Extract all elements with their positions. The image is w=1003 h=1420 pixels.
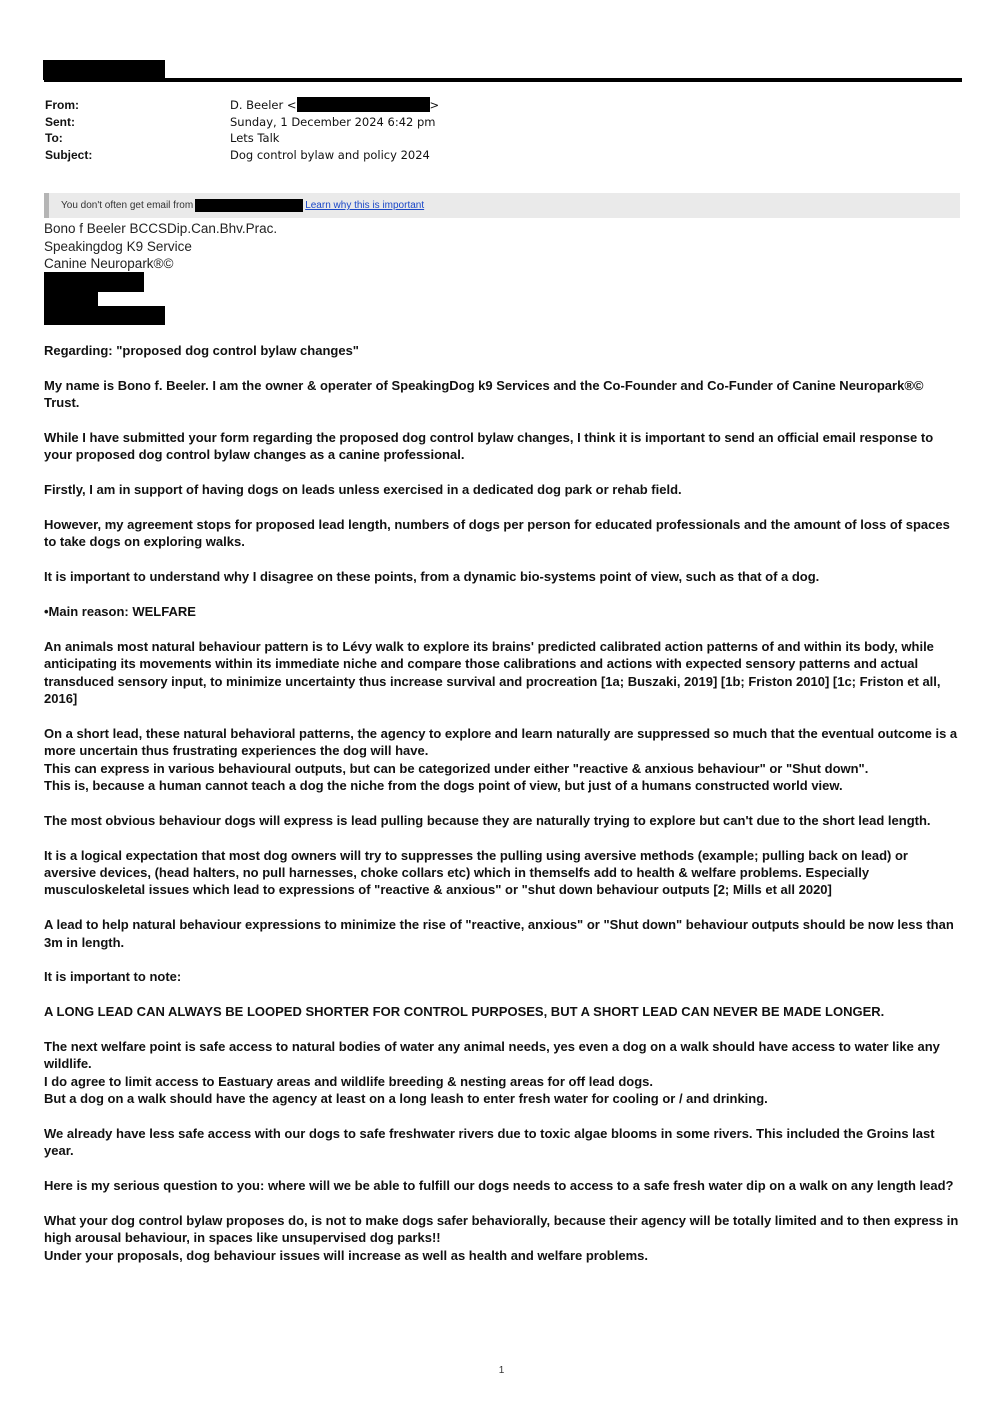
paragraph-line: Under your proposals, dog behaviour issues will increase as well as health and welfare problems.	[44, 1247, 648, 1263]
body-paragraph	[44, 568, 960, 585]
to-value: Lets Talk	[230, 131, 280, 145]
redaction-bar	[297, 97, 430, 112]
paragraph-line: While I have submitted your form regarding the proposed dog control bylaw changes, I think it is important to send an official email response to your proposed dog control bylaw changes as a canine professional.	[44, 430, 934, 463]
paragraph-line: A LONG LEAD CAN ALWAYS BE LOOPED SHORTER FOR CONTROL PURPOSES, BUT A SHORT LEAD CAN NEVER BE MADE LONGER.	[44, 1004, 885, 1020]
paragraph-line: It is important to note:	[44, 969, 182, 985]
sent-value: Sunday, 1 December 2024 6:42 pm	[230, 114, 436, 129]
signature-line: Bono f Beeler BCCSDip.Can.Bhv.Prac.	[44, 221, 278, 236]
subject-label: Subject:	[45, 147, 93, 162]
body-paragraph	[44, 968, 960, 985]
paragraph-line: Here is my serious question to you: where will we be able to fulfill our dogs needs to access to a safe fresh water dip on a walk on any length lead?	[44, 1178, 954, 1194]
body-paragraph	[44, 812, 960, 829]
signature-block	[44, 220, 277, 273]
body-paragraph	[44, 1212, 960, 1264]
signature-line: Canine Neuropark®©	[44, 256, 174, 271]
paragraph-line: Regarding: "proposed dog control bylaw changes"	[44, 343, 359, 358]
paragraph-line: This is, because a human cannot teach a dog the niche from the dogs point of view, but just of a humans constructed world view.	[44, 778, 843, 794]
redaction-block	[44, 272, 144, 292]
body-paragraph	[44, 429, 960, 464]
body-paragraph	[44, 1003, 960, 1020]
body-paragraph	[44, 847, 960, 899]
body-paragraph	[44, 1177, 960, 1194]
paragraph-line: This can express in various behavioural outputs, but can be categorized under either "reactive & anxious behaviour" or "Shut down".	[44, 760, 869, 776]
paragraph-line: It is important to understand why I disagree on these points, from a dynamic bio-systems point of view, such as that of a dog.	[44, 569, 820, 585]
paragraph-line: A lead to help natural behaviour expressions to minimize the rise of "reactive, anxious" or "Shut down" behaviour outputs should be now less than 3m in length.	[44, 917, 954, 950]
paragraph-line: What your dog control bylaw proposes do, is not to make dogs safer behaviorally, because their agency will be totally limited and to then express in high arousal behaviour, in spaces like unsupervised dog parks!!	[44, 1213, 959, 1246]
body-paragraph	[44, 1125, 960, 1160]
from-row	[45, 97, 439, 114]
body-paragraph	[44, 725, 960, 795]
paragraph-line: However, my agreement stops for proposed lead length, numbers of dogs per person for educated professionals and the amount of loss of spaces to take dogs on exploring walks.	[44, 517, 950, 550]
subject-value: Dog control bylaw and policy 2024	[230, 147, 430, 162]
redaction-bar	[195, 199, 303, 212]
redaction-block	[44, 306, 165, 325]
body-paragraph	[44, 377, 960, 412]
body-paragraph	[44, 916, 960, 951]
body-paragraph	[44, 342, 960, 359]
external-sender-notice	[44, 193, 960, 218]
paragraph-line: My name is Bono f. Beeler. I am the owner & operater of SpeakingDog k9 Services and the Co-Founder and Co-Funder of Canine Neuropark®© Trust.	[44, 377, 924, 411]
body-paragraph	[44, 1038, 960, 1108]
body-paragraph	[44, 516, 960, 551]
sent-label: Sent:	[45, 114, 75, 129]
signature-line: Speakingdog K9 Service	[44, 238, 192, 254]
learn-why-link[interactable]: Learn why this is important	[305, 200, 425, 211]
body-paragraph	[44, 481, 960, 498]
redaction-bar	[43, 60, 165, 80]
paragraph-line: The next welfare point is safe access to natural bodies of water any animal needs, yes even a dog on a walk should have access to water like any wildlife.	[44, 1039, 940, 1072]
body-paragraph	[44, 638, 960, 708]
body-paragraph	[44, 603, 960, 620]
paragraph-line: •Main reason: WELFARE	[44, 604, 196, 619]
paragraph-line: It is a logical expectation that most dog owners will try to suppresses the pulling using aversive methods (example; pulling back on lead) or aversive devices, (head halters, no pull harnesses, choke collars etc) which in themselfs add to health & welfare problems. Especially musculoskeletal issues which lead to expressions of "reactive & anxious" or "shut down behaviour outputs [2; Mills et all 2020]	[44, 847, 908, 898]
sent-row	[45, 114, 439, 131]
header-rule	[44, 78, 962, 82]
paragraph-line: But a dog on a walk should have the agency at least on a long leash to enter fresh water for cooling or / and drinking.	[44, 1091, 768, 1107]
to-label: To:	[45, 131, 63, 145]
subject-row	[45, 147, 439, 164]
notice-text: You don't often get email from	[61, 200, 194, 211]
paragraph-line: On a short lead, these natural behavioral patterns, the agency to explore and learn naturally are suppressed so much that the eventual outcome is a more uncertain thus frustrating experiences the dog will have.	[44, 725, 958, 759]
paragraph-line: Firstly, I am in support of having dogs on leads unless exercised in a dedicated dog park or rehab field.	[44, 482, 682, 498]
paragraph-line: An animals most natural behaviour pattern is to Lévy walk to explore its brains' predicted calibrated action patterns of and within its body, while anticipating its movements within its immediate niche and compare those calibrations and actions with expected sensory patterns and actual transduced sensory input, to minimize uncertainty thus increase survival and procreation [1a; Buszaki, 2019] [1b; Friston 2010] [1c; Friston et all, 2016]	[44, 638, 941, 707]
paragraph-line: We already have less safe access with our dogs to safe freshwater rivers due to toxic algae blooms in some rivers. This included the Groins last year.	[44, 1126, 935, 1159]
from-label: From:	[45, 98, 79, 112]
paragraph-line: The most obvious behaviour dogs will express is lead pulling because they are naturally trying to explore but can't due to the short lead length.	[44, 812, 931, 828]
to-row	[45, 130, 439, 147]
letter-body	[44, 342, 960, 1282]
page-number: 1	[498, 1365, 505, 1376]
from-value: D. Beeler < >	[230, 98, 440, 112]
email-header	[45, 97, 439, 163]
paragraph-line: I do agree to limit access to Eastuary areas and wildlife breeding & nesting areas for off lead dogs.	[44, 1073, 654, 1089]
